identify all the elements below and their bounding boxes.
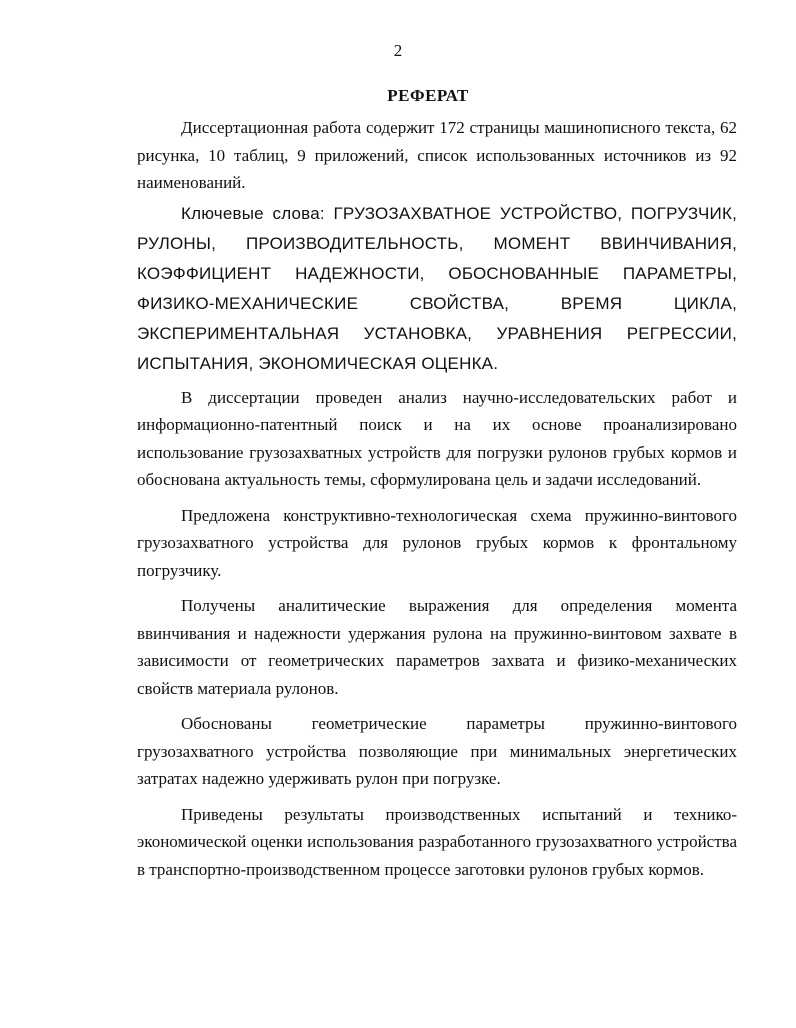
paragraph-summary: Диссертационная работа содержит 172 страницы машинописного текста, 62 рисунка, 10 таблиц, 9 приложений, список использованных источников из 92 наименований. (137, 118, 737, 192)
section-title: РЕФЕРАТ (387, 86, 469, 105)
paragraph-keywords: Ключевые слова: ГРУЗОЗАХВАТНОЕ УСТРОЙСТВО, ПОГРУЗЧИК, РУЛОНЫ, ПРОИЗВОДИТЕЛЬНОСТЬ, МОМЕНТ ВВИНЧИВАНИЯ, КОЭФФИЦИЕНТ НАДЕЖНОСТИ, ОБОСНОВАННЫЕ ПАРАМЕТРЫ, ФИЗИКО-МЕХАНИЧЕСКИЕ СВОЙСТВА, ВРЕМЯ ЦИКЛА, ЭКСПЕРИМЕНТАЛЬНАЯ УСТАНОВКА, УРАВНЕНИЯ РЕГРЕССИИ, ИСПЫТАНИЯ, ЭКОНОМИЧЕСКАЯ ОЦЕНКА. (137, 203, 737, 373)
paragraph-parameters: Обоснованы геометрические параметры пружинно-винтового грузозахватного устройства позволяющие при минимальных энергетических затратах надежно удерживать рулон при погрузке. (137, 714, 737, 788)
paragraph-expressions: Получены аналитические выражения для определения момента ввинчивания и надежности удержания рулона на пружинно-винтовом захвате в зависимости от геометрических параметров захвата и физико-механических свойств материала рулонов. (137, 596, 737, 698)
page-number: 2 (393, 41, 403, 60)
paragraph-scheme: Предложена конструктивно-технологическая схема пружинно-винтового грузозахватного устройства для рулонов грубых кормов к фронтальному погрузчику. (137, 505, 737, 580)
paragraph-results: Приведены результаты производственных испытаний и технико-экономической оценки использования разработанного грузозахватного устройства в транспортно-производственном процессе заготовки рулонов грубых кормов. (137, 804, 737, 879)
abstract-body (137, 114, 737, 883)
paragraph-analysis: В диссертации проведен анализ научно-исследовательских работ и информационно-патентный поиск и на их основе проанализировано использование грузозахватных устройств для погрузки рулонов грубых кормов и обоснована актуальность темы, сформулирована цель и задачи исследований. (137, 387, 737, 489)
